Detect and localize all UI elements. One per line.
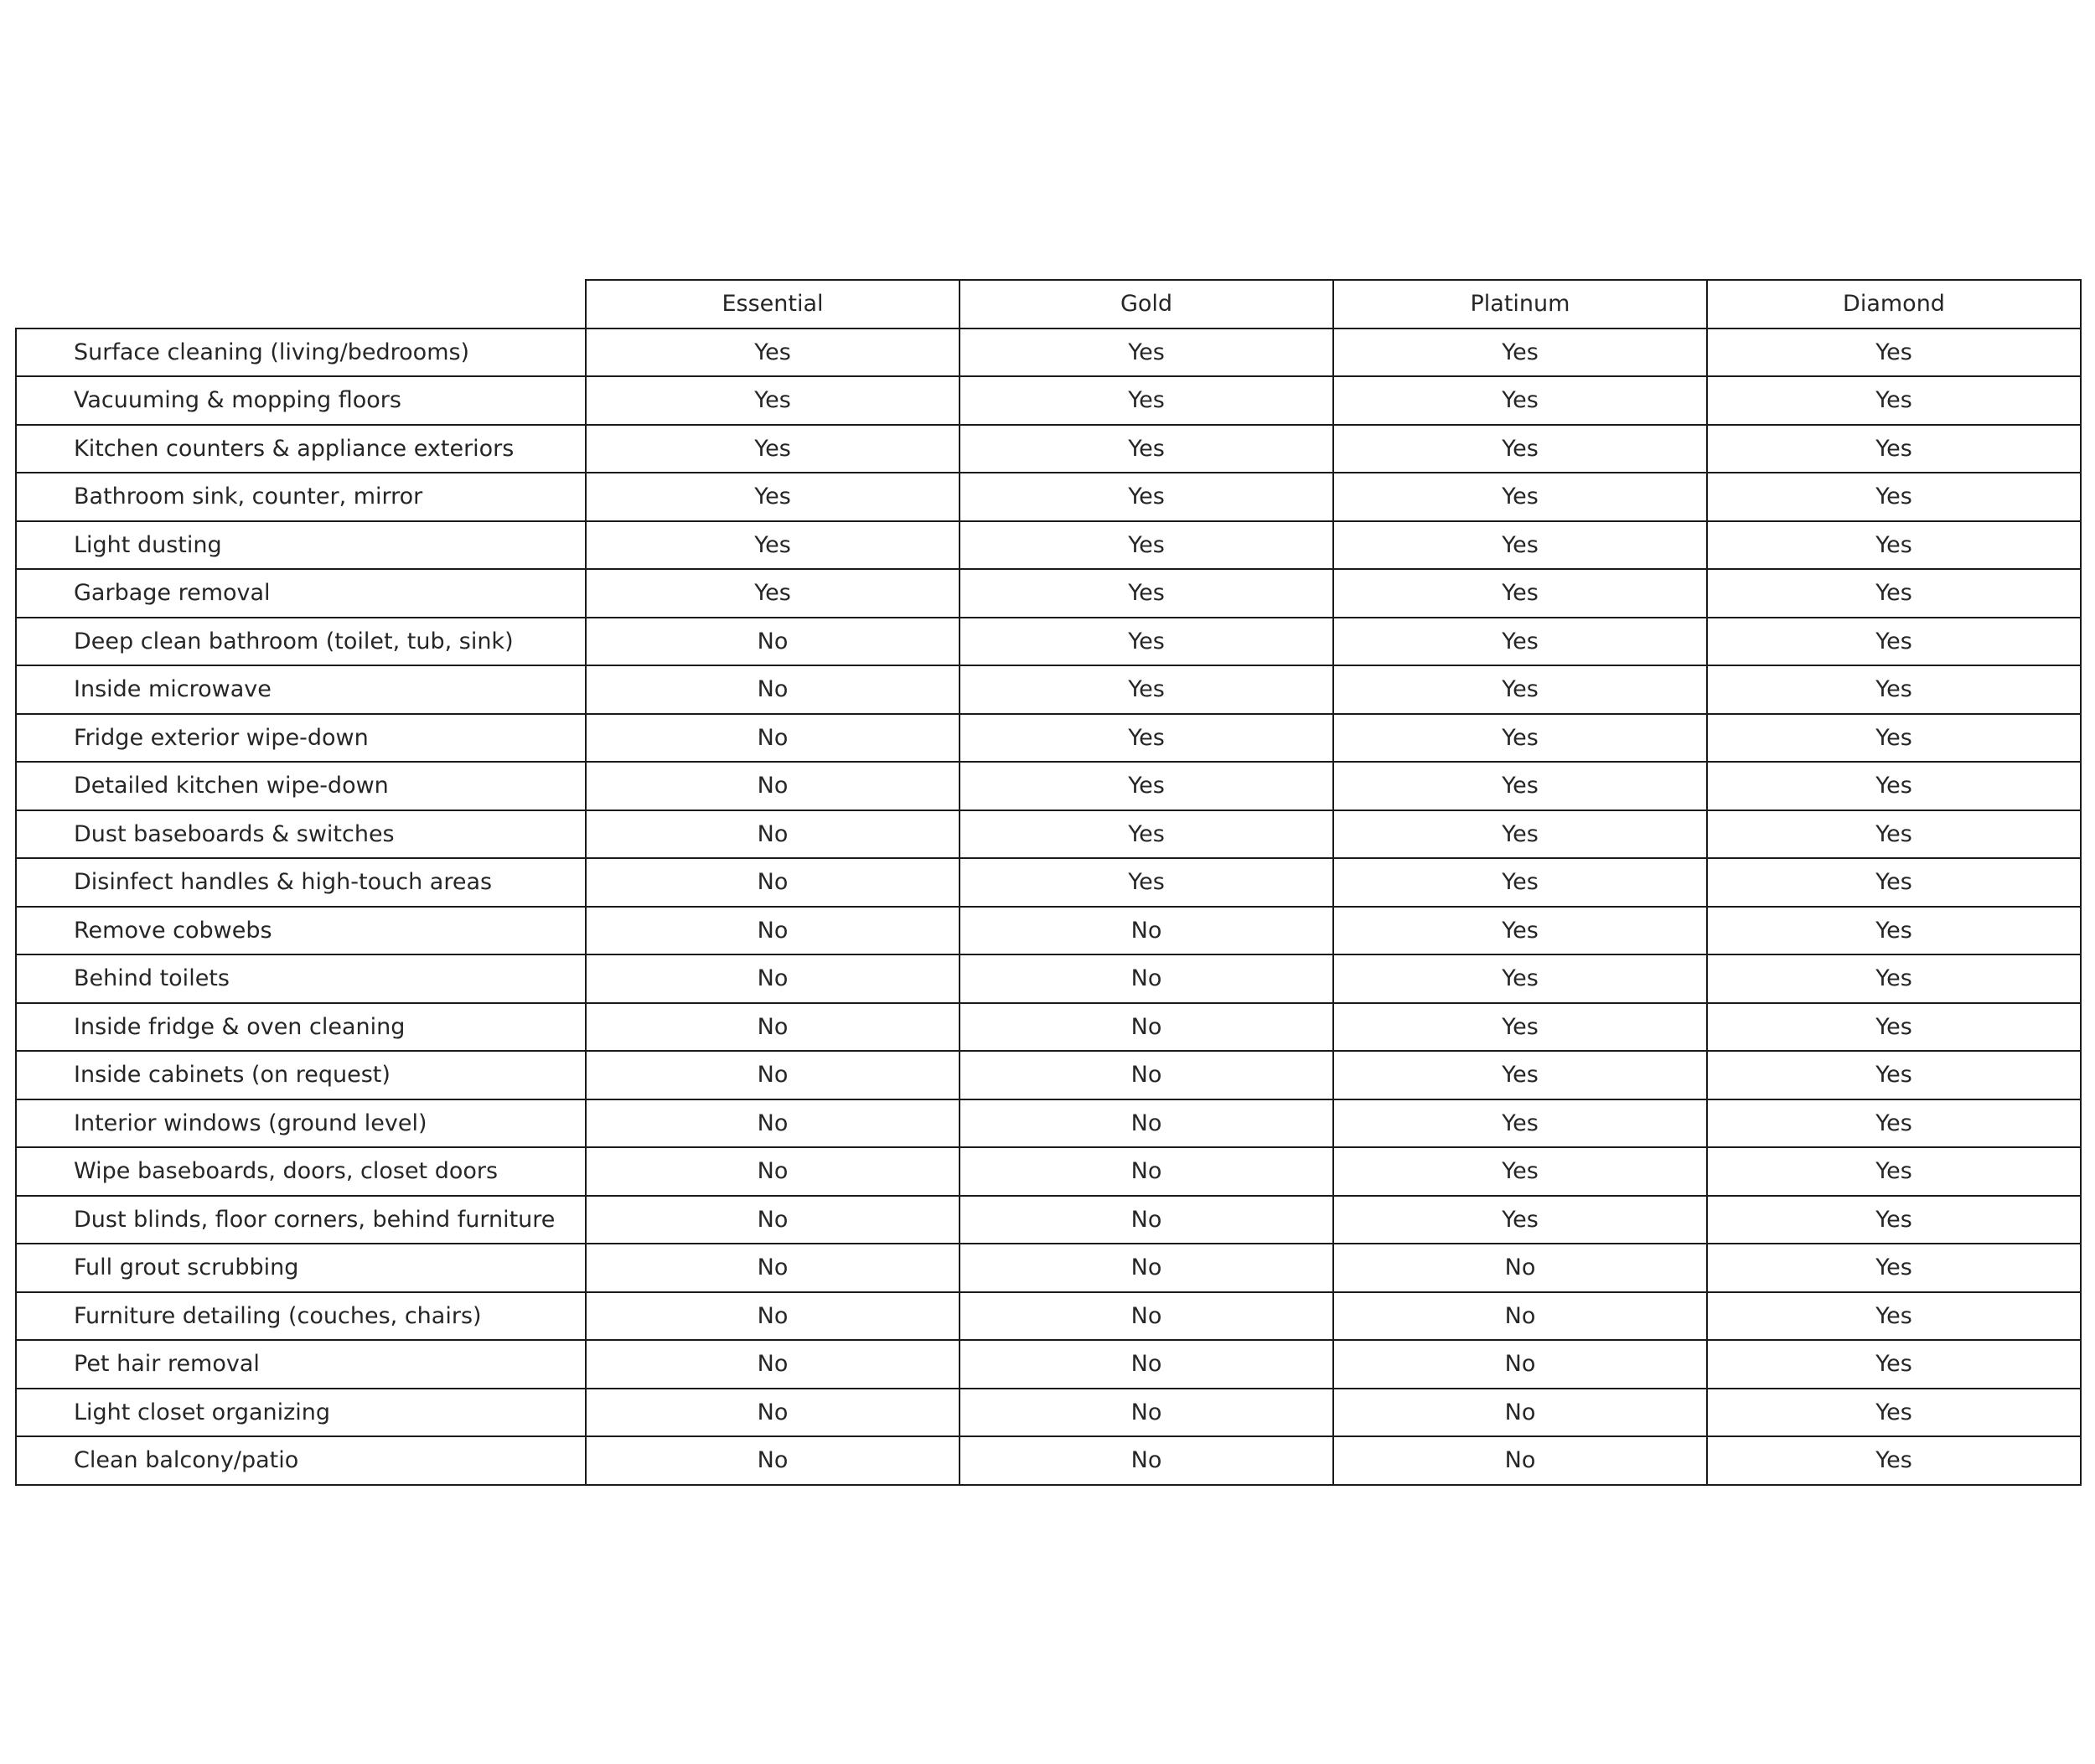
value-cell-platinum: Yes	[1333, 618, 1707, 666]
table-row	[16, 1196, 2081, 1244]
value-cell-diamond: Yes	[1707, 618, 2081, 666]
table-row	[16, 1340, 2081, 1389]
service-label-cell: Fridge exterior wipe-down	[16, 714, 586, 763]
value-cell-platinum: Yes	[1333, 714, 1707, 763]
value-cell-essential: No	[586, 762, 960, 810]
value-cell-gold: Yes	[960, 714, 1333, 763]
value-cell-diamond: Yes	[1707, 425, 2081, 473]
value-cell-gold: No	[960, 1099, 1333, 1148]
service-comparison-table	[15, 279, 2082, 1486]
value-cell-platinum: Yes	[1333, 1003, 1707, 1052]
table-row	[16, 376, 2081, 425]
table-row	[16, 954, 2081, 1003]
value-cell-platinum: Yes	[1333, 954, 1707, 1003]
value-cell-gold: No	[960, 1436, 1333, 1485]
value-cell-platinum: Yes	[1333, 425, 1707, 473]
table-row	[16, 618, 2081, 666]
value-cell-essential: Yes	[586, 569, 960, 618]
value-cell-essential: No	[586, 907, 960, 955]
value-cell-diamond: Yes	[1707, 954, 2081, 1003]
value-cell-essential: No	[586, 858, 960, 907]
value-cell-platinum: Yes	[1333, 1147, 1707, 1196]
value-cell-platinum: Yes	[1333, 762, 1707, 810]
value-cell-gold: Yes	[960, 473, 1333, 521]
service-label-cell: Light closet organizing	[16, 1389, 586, 1437]
value-cell-platinum: No	[1333, 1340, 1707, 1389]
service-label-cell: Remove cobwebs	[16, 907, 586, 955]
value-cell-platinum: Yes	[1333, 1051, 1707, 1099]
value-cell-gold: No	[960, 1292, 1333, 1341]
value-cell-diamond: Yes	[1707, 1436, 2081, 1485]
table-body	[16, 328, 2081, 1485]
header-row	[16, 280, 2081, 328]
table-row	[16, 1051, 2081, 1099]
value-cell-diamond: Yes	[1707, 328, 2081, 377]
value-cell-gold: No	[960, 1389, 1333, 1437]
value-cell-diamond: Yes	[1707, 1340, 2081, 1389]
table-row	[16, 810, 2081, 859]
value-cell-essential: No	[586, 1436, 960, 1485]
value-cell-gold: Yes	[960, 328, 1333, 377]
table-row	[16, 762, 2081, 810]
value-cell-essential: No	[586, 1340, 960, 1389]
value-cell-platinum: Yes	[1333, 810, 1707, 859]
service-label-cell: Surface cleaning (living/bedrooms)	[16, 328, 586, 377]
table-row	[16, 1244, 2081, 1292]
service-label-cell: Inside microwave	[16, 665, 586, 714]
table-row	[16, 1389, 2081, 1437]
value-cell-gold: Yes	[960, 858, 1333, 907]
service-label-cell: Inside cabinets (on request)	[16, 1051, 586, 1099]
table-row	[16, 1436, 2081, 1485]
service-label-cell: Behind toilets	[16, 954, 586, 1003]
value-cell-gold: No	[960, 907, 1333, 955]
value-cell-gold: Yes	[960, 618, 1333, 666]
value-cell-diamond: Yes	[1707, 569, 2081, 618]
value-cell-diamond: Yes	[1707, 858, 2081, 907]
column-header-essential: Essential	[586, 280, 960, 328]
value-cell-gold: No	[960, 1003, 1333, 1052]
value-cell-platinum: Yes	[1333, 521, 1707, 570]
value-cell-platinum: Yes	[1333, 473, 1707, 521]
value-cell-gold: No	[960, 1340, 1333, 1389]
value-cell-platinum: No	[1333, 1436, 1707, 1485]
table-row	[16, 714, 2081, 763]
value-cell-diamond: Yes	[1707, 1389, 2081, 1437]
value-cell-gold: No	[960, 1196, 1333, 1244]
value-cell-gold: No	[960, 1244, 1333, 1292]
value-cell-essential: No	[586, 1099, 960, 1148]
value-cell-diamond: Yes	[1707, 714, 2081, 763]
value-cell-essential: Yes	[586, 376, 960, 425]
value-cell-gold: Yes	[960, 810, 1333, 859]
value-cell-essential: No	[586, 618, 960, 666]
table-row	[16, 858, 2081, 907]
value-cell-essential: No	[586, 1147, 960, 1196]
value-cell-diamond: Yes	[1707, 1003, 2081, 1052]
value-cell-diamond: Yes	[1707, 1147, 2081, 1196]
service-label-cell: Bathroom sink, counter, mirror	[16, 473, 586, 521]
service-label-cell: Disinfect handles & high-touch areas	[16, 858, 586, 907]
value-cell-essential: No	[586, 714, 960, 763]
column-header-diamond: Diamond	[1707, 280, 2081, 328]
value-cell-gold: Yes	[960, 569, 1333, 618]
value-cell-platinum: Yes	[1333, 569, 1707, 618]
value-cell-gold: No	[960, 1147, 1333, 1196]
value-cell-gold: Yes	[960, 762, 1333, 810]
value-cell-essential: Yes	[586, 473, 960, 521]
service-label-cell: Furniture detailing (couches, chairs)	[16, 1292, 586, 1341]
comparison-table-container	[15, 279, 2081, 1486]
value-cell-essential: No	[586, 1003, 960, 1052]
table-row	[16, 1099, 2081, 1148]
value-cell-diamond: Yes	[1707, 1292, 2081, 1341]
service-label-cell: Dust baseboards & switches	[16, 810, 586, 859]
value-cell-essential: Yes	[586, 425, 960, 473]
service-label-cell: Pet hair removal	[16, 1340, 586, 1389]
value-cell-diamond: Yes	[1707, 376, 2081, 425]
value-cell-gold: Yes	[960, 425, 1333, 473]
service-label-cell: Light dusting	[16, 521, 586, 570]
service-label-cell: Wipe baseboards, doors, closet doors	[16, 1147, 586, 1196]
value-cell-platinum: Yes	[1333, 858, 1707, 907]
value-cell-essential: No	[586, 1051, 960, 1099]
table-row	[16, 1003, 2081, 1052]
value-cell-gold: Yes	[960, 665, 1333, 714]
table-row	[16, 473, 2081, 521]
column-header-platinum: Platinum	[1333, 280, 1707, 328]
value-cell-essential: No	[586, 1244, 960, 1292]
value-cell-essential: Yes	[586, 521, 960, 570]
service-label-cell: Dust blinds, floor corners, behind furniture	[16, 1196, 586, 1244]
empty-corner-cell	[16, 280, 586, 328]
value-cell-essential: Yes	[586, 328, 960, 377]
value-cell-platinum: Yes	[1333, 907, 1707, 955]
service-label-cell: Inside fridge & oven cleaning	[16, 1003, 586, 1052]
value-cell-gold: No	[960, 1051, 1333, 1099]
value-cell-diamond: Yes	[1707, 1099, 2081, 1148]
value-cell-platinum: No	[1333, 1389, 1707, 1437]
value-cell-diamond: Yes	[1707, 1196, 2081, 1244]
service-label-cell: Clean balcony/patio	[16, 1436, 586, 1485]
value-cell-diamond: Yes	[1707, 810, 2081, 859]
column-header-gold: Gold	[960, 280, 1333, 328]
value-cell-essential: No	[586, 1389, 960, 1437]
value-cell-gold: Yes	[960, 521, 1333, 570]
value-cell-essential: No	[586, 665, 960, 714]
value-cell-essential: No	[586, 1196, 960, 1244]
value-cell-diamond: Yes	[1707, 1051, 2081, 1099]
value-cell-diamond: Yes	[1707, 521, 2081, 570]
service-label-cell: Detailed kitchen wipe-down	[16, 762, 586, 810]
table-row	[16, 1147, 2081, 1196]
value-cell-diamond: Yes	[1707, 473, 2081, 521]
value-cell-diamond: Yes	[1707, 762, 2081, 810]
table-row	[16, 665, 2081, 714]
value-cell-platinum: Yes	[1333, 328, 1707, 377]
table-row	[16, 569, 2081, 618]
value-cell-diamond: Yes	[1707, 665, 2081, 714]
value-cell-platinum: No	[1333, 1292, 1707, 1341]
service-label-cell: Deep clean bathroom (toilet, tub, sink)	[16, 618, 586, 666]
value-cell-essential: No	[586, 1292, 960, 1341]
value-cell-platinum: Yes	[1333, 1099, 1707, 1148]
service-label-cell: Kitchen counters & appliance exteriors	[16, 425, 586, 473]
service-label-cell: Full grout scrubbing	[16, 1244, 586, 1292]
service-label-cell: Garbage removal	[16, 569, 586, 618]
table-row	[16, 425, 2081, 473]
table-row	[16, 907, 2081, 955]
value-cell-platinum: Yes	[1333, 1196, 1707, 1244]
value-cell-essential: No	[586, 954, 960, 1003]
service-label-cell: Interior windows (ground level)	[16, 1099, 586, 1148]
table-row	[16, 521, 2081, 570]
value-cell-diamond: Yes	[1707, 1244, 2081, 1292]
value-cell-gold: No	[960, 954, 1333, 1003]
value-cell-gold: Yes	[960, 376, 1333, 425]
value-cell-platinum: No	[1333, 1244, 1707, 1292]
value-cell-platinum: Yes	[1333, 376, 1707, 425]
value-cell-diamond: Yes	[1707, 907, 2081, 955]
service-label-cell: Vacuuming & mopping floors	[16, 376, 586, 425]
value-cell-essential: No	[586, 810, 960, 859]
table-row	[16, 1292, 2081, 1341]
value-cell-platinum: Yes	[1333, 665, 1707, 714]
table-row	[16, 328, 2081, 377]
